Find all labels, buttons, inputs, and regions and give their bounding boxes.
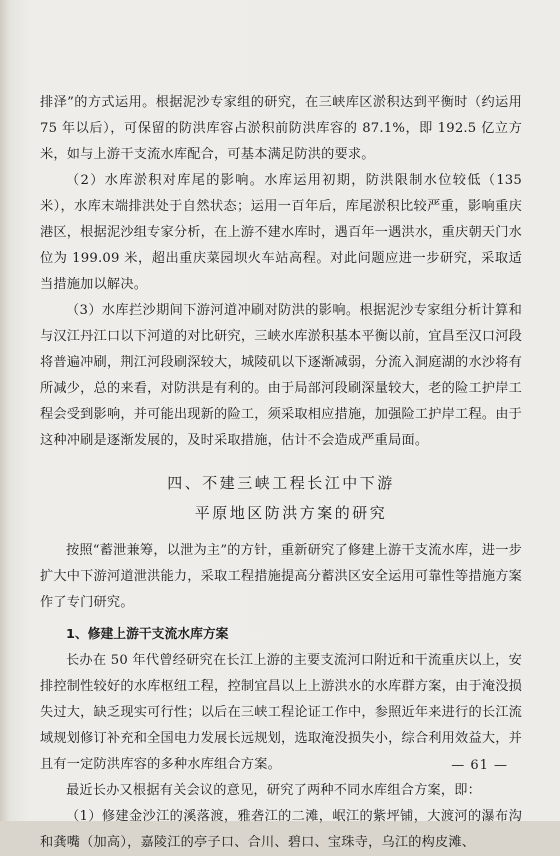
paragraph-option-1: （1）修建金沙江的溪落渡，雅砻江的二滩，岷江的紫坪铺，大渡河的瀑布沟和龚嘴（加高），嘉陵江的亭子口、合川、碧口、宝珠寺，乌江的构皮滩、	[40, 809, 522, 850]
paragraph-sediment-balance: 排泽”的方式运用。根据泥沙专家组的研究，在三峡库区淤积达到平衡时（约运用 75 年以后），可保留的防洪库容占淤积前防洪库容的 87.1%，即 192.5 亿立方米，如与上游干支流水库配合，可基本满足防洪的要求。	[40, 95, 522, 162]
subheading: 1、修建上游干支流水库方案	[66, 627, 229, 642]
paragraph-downstream-scour: （3）水库拦沙期间下游河道冲刷对防洪的影响。根据泥沙专家组分析计算和与汉江丹江口以下河道的对比研究，三峡水库淤积基本平衡以前，宜昌至汉口河段将普遍冲刷，荆江河段刷深较大，城陵矶以下逐渐减弱，分流入洞庭湖的水沙将有所减少，总的来看，对防洪是有利的。由于局部河段刷深量较大，老的险工护岸工程会受到影响，并可能出现新的险工，须采取相应措施，加强险工护岸工程。由于这种冲刷是逐渐发展的，及时采取措施，估计不会造成严重局面。	[40, 303, 522, 448]
section-heading-line2: 平原地区防洪方案的研究	[194, 504, 388, 522]
paragraph-recent-study: 最近长办又根据有关会议的意见，研究了两种不同水库组合方案，即：	[66, 783, 482, 798]
paragraph-reservoir-history: 长办在 50 年代曾经研究在长江上游的主要支流河口附近和干流重庆以上，安排控制性较好的水库枢纽工程，控制宜昌以上上游洪水的水库群方案，由于淹没损失过大，缺乏现实可行性；以后在三峡工程论证工作中，参照近年来进行的长江流域规划修订补充和全国电力发展长远规划，选取淹没损失小，综合利用效益大，并且有一定防洪库容的多种水库组合方案。	[40, 653, 522, 772]
section-heading-line1: 四、不建三峡工程长江中下游	[167, 474, 395, 492]
paragraph-intro: 按照“蓄泄兼筹，以泄为主”的方针，重新研究了修建上游干支流水库，进一步扩大中下游河道泄洪能力，采取工程措施提高分蓄洪区安全运用可靠性等措施方案作了专门研究。	[40, 543, 522, 610]
paragraph-reservoir-tail: （2）水库淤积对库尾的影响。水库运用初期，防洪限制水位较低（135 米），水库末端排洪处于自然状态；运用一百年后，库尾淤积比较严重，影响重庆港区，根据泥沙组专家分析，在上游不建水库时，遇百年一遇洪水，重庆朝天门水位为 199.09 米，超出重庆菜园坝火车站高程。对此问题应进一步研究，采取适当措施加以解决。	[40, 173, 522, 292]
page-body	[40, 90, 522, 856]
page-number: — 61 —	[451, 758, 508, 773]
section-heading	[40, 468, 522, 528]
